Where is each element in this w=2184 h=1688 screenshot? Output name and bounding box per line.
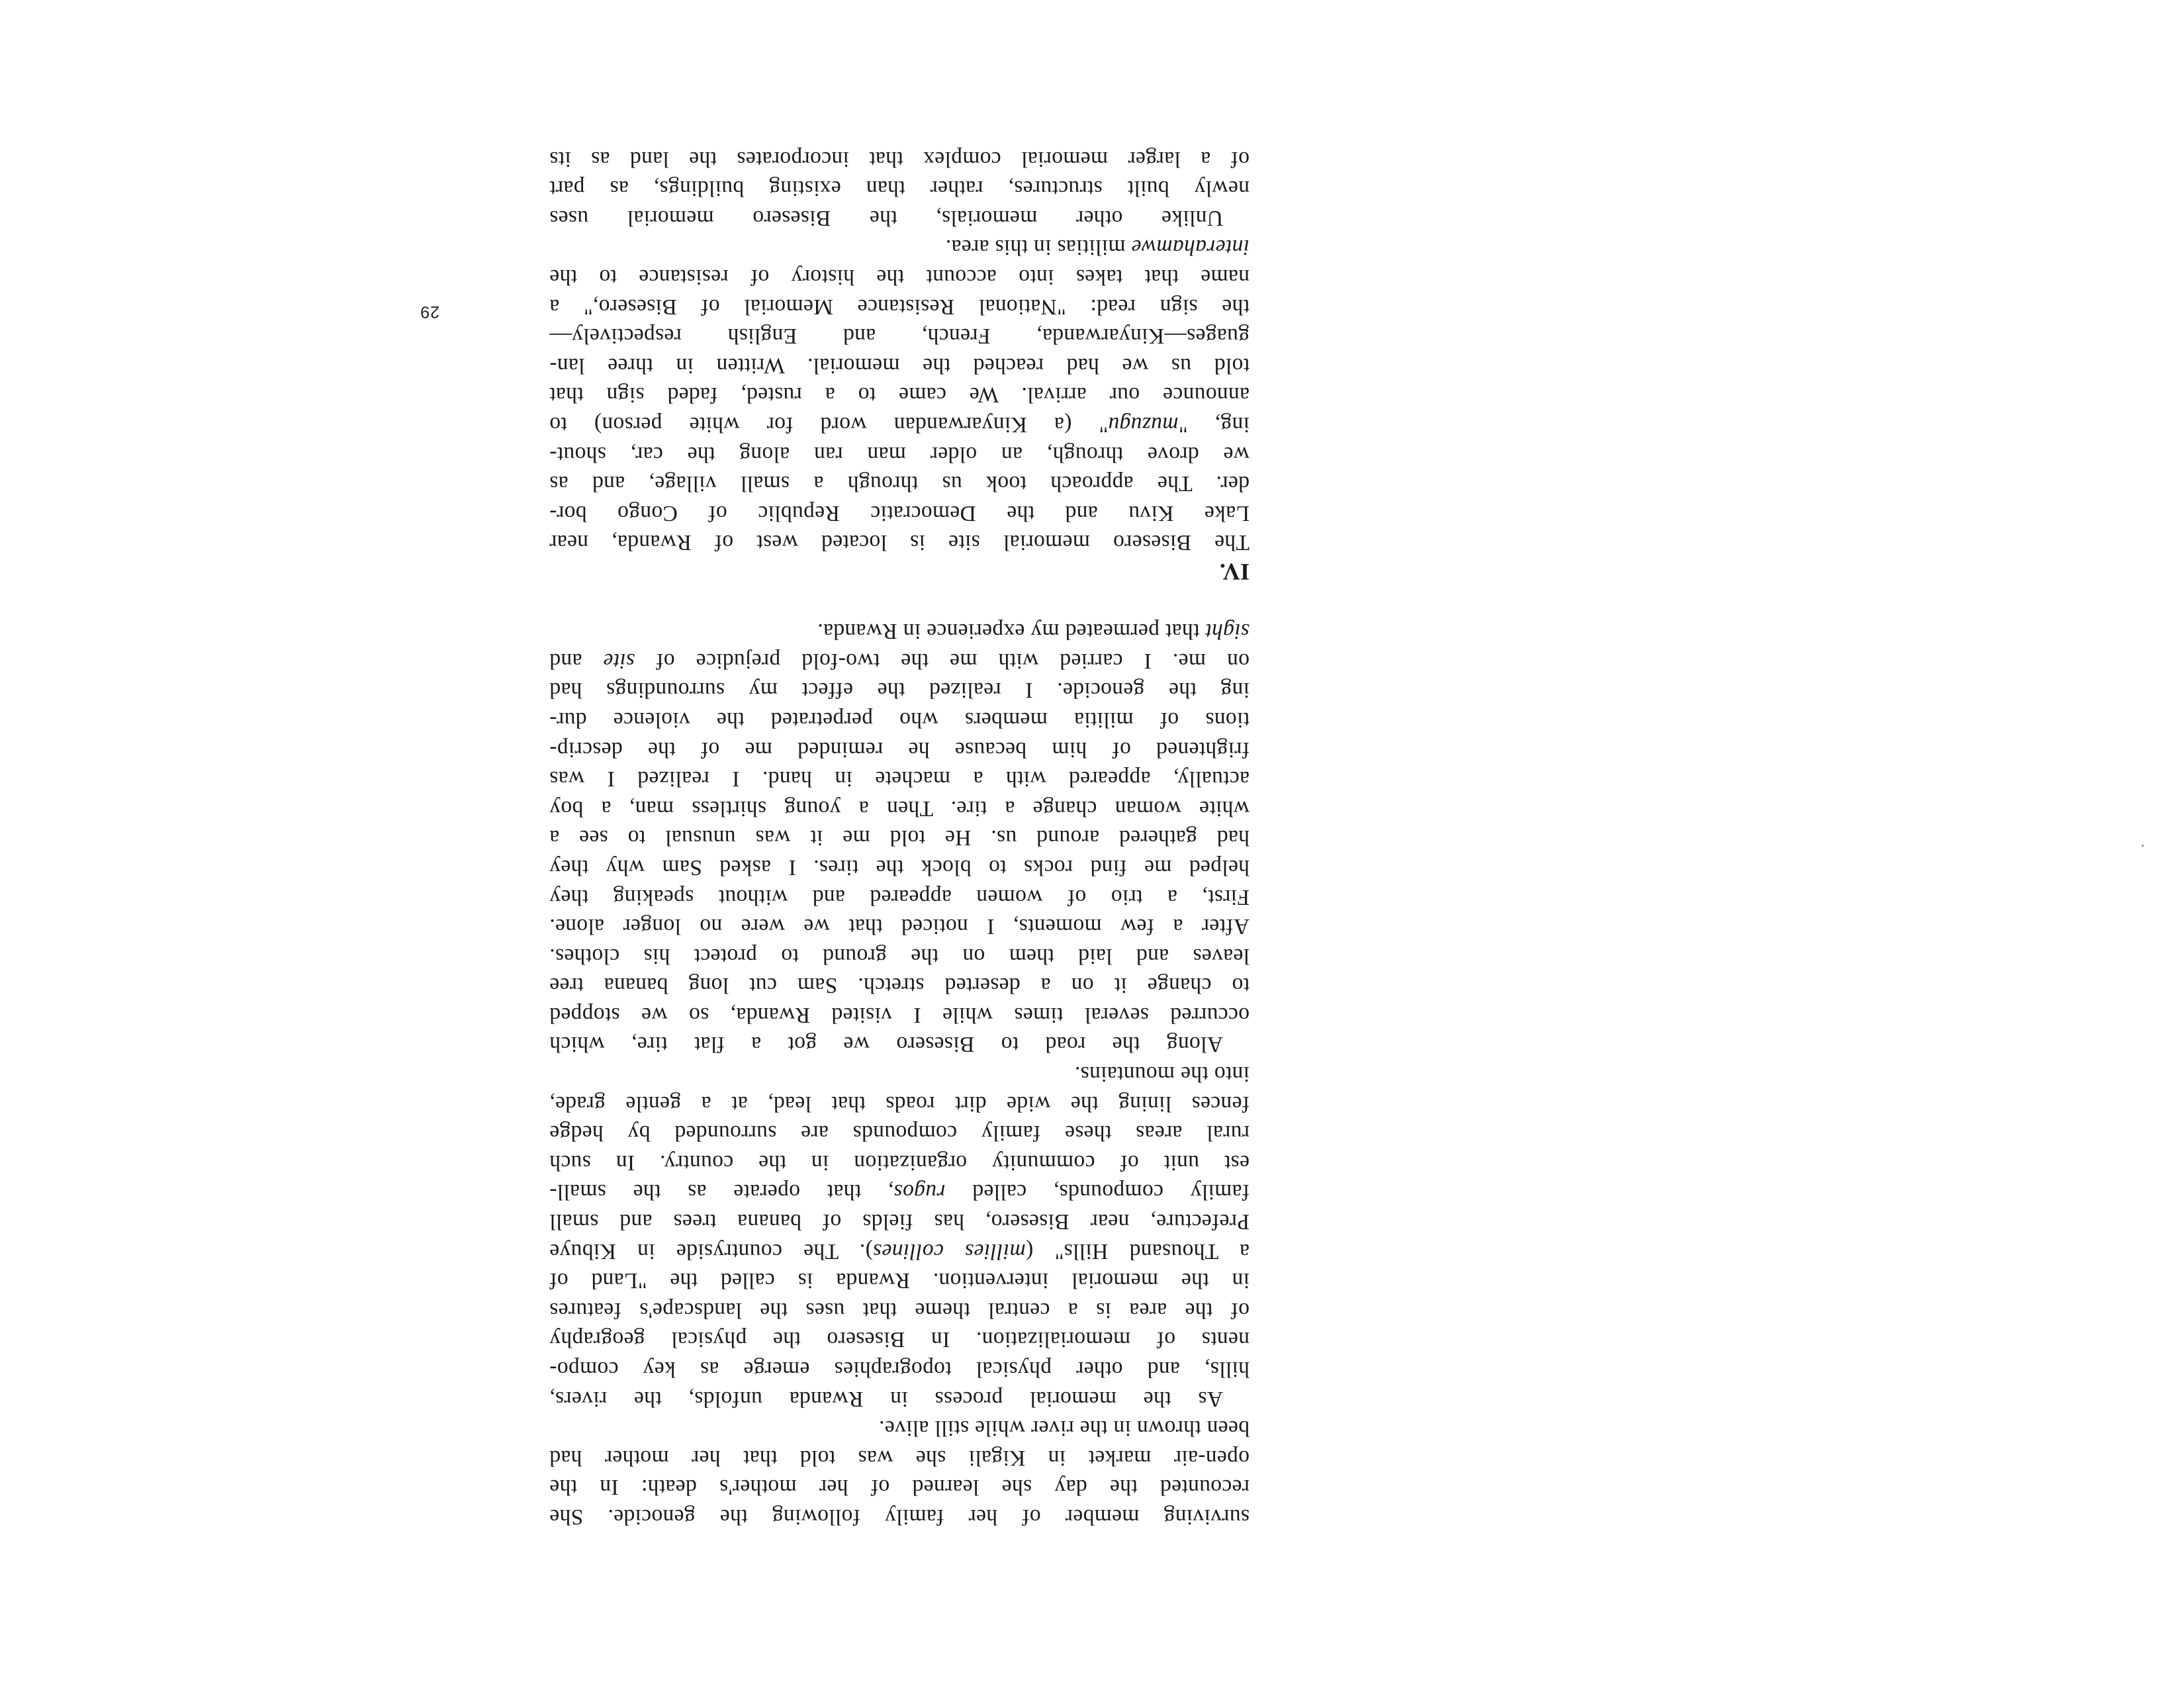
text-run: , that operate as the small-	[549, 1180, 894, 1205]
text-line: open-air market in Kigali she was told that her mother had	[549, 1445, 1250, 1470]
text-line	[549, 409, 1250, 439]
page-number: 29	[420, 303, 439, 321]
text-run: on me. I carried with me the two-fold prejudice of	[635, 648, 1250, 673]
text-line	[549, 232, 1250, 262]
text-line: had gathered around us. He told me it was unusual to see a	[549, 825, 1250, 851]
text-line: The Bisesero memorial site is located west of Rwanda, near	[549, 530, 1250, 555]
text-line: helped me find rocks to block the tires. I asked Sam why they	[549, 855, 1250, 880]
italic-term: rugos	[893, 1180, 946, 1205]
text-line: recounted the day she learned of her mother's death: In the	[549, 1475, 1250, 1500]
text-run: ). The countryside in Kibuye	[549, 1239, 873, 1264]
text-line: been thrown in the river while still alive.	[878, 1416, 1250, 1441]
text-line	[549, 1236, 1250, 1266]
text-line: rural areas these family compounds are surrounded by hedge	[549, 1121, 1250, 1146]
text-line: est unit of community organization in the country. In such	[549, 1150, 1250, 1175]
text-line: of the area is a central theme that uses the landscape's features	[549, 1297, 1250, 1323]
text-line: newly built structures, rather than existing buildings, as part	[549, 176, 1250, 201]
italic-term: interahamwe	[1131, 235, 1250, 260]
text-line: Lake Kivu and the Democratic Republic of Congo bor-	[549, 500, 1250, 526]
italic-term: muzugu	[1108, 412, 1179, 438]
text-line: surviving member of her family following the genocide. She	[549, 1505, 1250, 1529]
text-line: hills, and other physical topographies emerge as key compo-	[549, 1357, 1250, 1382]
section-gap	[549, 586, 1250, 616]
text-line: we drove through, an older man ran along the car, shout-	[549, 442, 1250, 467]
scan-speck	[2142, 845, 2144, 847]
text-line: occurred several times while I visited Rwanda, so we stopped	[549, 1002, 1250, 1027]
text-run: ing, "	[1178, 412, 1250, 438]
italic-term: millies collines	[872, 1239, 1026, 1264]
text-line: white woman change a tire. Then a young shirtless man, a boy	[549, 796, 1250, 821]
text-line: of a larger memorial complex that incorporates the land as its	[549, 146, 1250, 171]
text-line: frightened of him because he reminded me of the descrip-	[549, 737, 1250, 762]
section-heading: IV.	[1219, 559, 1250, 585]
text-line: First, a trio of women appeared and without speaking they	[549, 884, 1250, 910]
text-line: der. The approach took us through a small village, and as	[549, 471, 1250, 496]
text-line: ing the genocide. I realized the effect my surroundings had	[549, 678, 1250, 703]
text-run: militias in this area.	[945, 235, 1132, 260]
text-line: to change it on a deserted stretch. Sam cut long banana tree	[549, 973, 1250, 998]
text-run: " (a Kinyarwandan word for white person) to	[549, 412, 1109, 438]
text-line	[549, 645, 1250, 675]
italic-term: sight	[1205, 619, 1250, 644]
text-run: that permeated my experience in Rwanda.	[817, 619, 1206, 644]
text-line	[549, 1177, 1250, 1207]
text-line: name that takes into account the history of resistance to the	[549, 265, 1250, 290]
text-line: Along the road to Bisesero we got a flat tire, which	[549, 1032, 1223, 1057]
text-line: After a few moments, I noticed that we were no longer alone.	[549, 914, 1250, 939]
text-line: Prefecture, near Bisesero, has fields of banana trees and small	[549, 1209, 1250, 1235]
text-line: As the memorial process in Rwanda unfolds, the rivers,	[549, 1386, 1223, 1411]
text-line: fences lining the wide dirt roads that lead, at a gentle grade,	[549, 1091, 1250, 1116]
text-run: a Thousand Hills" (	[1025, 1239, 1250, 1264]
text-line: tions of militia members who perpetrated the violence dur-	[549, 707, 1250, 732]
text-line: actually, appeared with a machete in hand. I realized I was	[549, 767, 1250, 792]
text-line: Unlike other memorials, the Bisesero memorial uses	[549, 205, 1223, 230]
text-run: and	[549, 648, 604, 673]
text-line: announce our arrival. We came to a rusted, faded sign that	[549, 383, 1250, 408]
body-text	[549, 144, 1250, 1531]
text-line: into the mountains.	[1074, 1062, 1250, 1087]
text-run: family compounds, called	[945, 1180, 1250, 1205]
text-line: nents of memorialization. In Bisesero the physical geography	[549, 1327, 1250, 1352]
text-line	[549, 616, 1250, 646]
text-line: leaves and laid them on the ground to protect his clothes.	[549, 943, 1250, 968]
text-line: guages—Kinyarwanda, French, and English respectively—	[549, 324, 1250, 349]
text-line: told us we had reached the memorial. Written in three lan-	[549, 353, 1250, 378]
text-line: in the memorial intervention. Rwanda is called the "Land of	[549, 1268, 1250, 1293]
italic-term: site	[603, 648, 635, 673]
text-line: the sign read: "National Resistance Memorial of Bisesero," a	[549, 294, 1250, 319]
